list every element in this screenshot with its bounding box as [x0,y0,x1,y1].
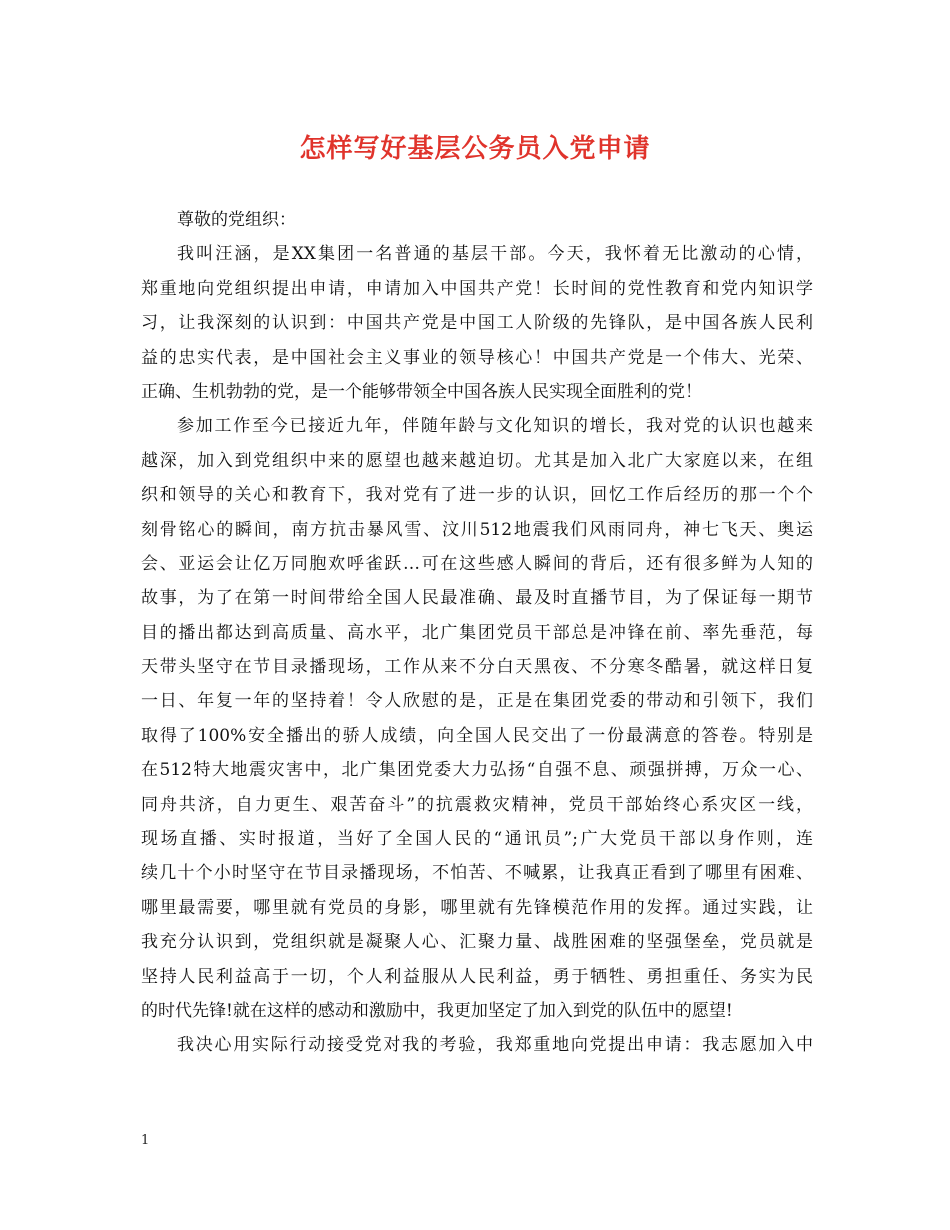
text-line: 越深，加入到党组织中来的愿望也越来越迫切。尤其是加入北广大家庭以来，在组 [141,450,813,471]
document-title: 怎样写好基层公务员入党申请 [299,134,651,164]
text-line: 的时代先锋!就在这样的感动和激励中，我更加坚定了加入到党的队伍中的愿望! [141,1000,733,1021]
text-line: 故事，为了在第一时间带给全国人民最准确、最及时直播节目，为了保证每一期节 [141,588,813,609]
text-line: 目的播出都达到高质量、高水平，北广集团党员干部总是冲锋在前、率先垂范，每 [141,622,813,643]
text-line: 同舟共济，自力更生、艰苦奋斗”的抗震救灾精神，党员干部始终心系灾区一线， [141,794,813,815]
text-line: 我叫汪涵，是XX集团一名普通的基层干部。今天，我怀着无比激动的心情， [177,244,813,265]
text-line: 我决心用实际行动接受党对我的考验，我郑重地向党提出申请：我志愿加入中 [177,1035,813,1056]
document-body [141,203,813,1063]
text-line: 续几十个小时坚守在节目录播现场，不怕苦、不喊累，让我真正看到了哪里有困难、 [141,863,813,884]
text-line: 益的忠实代表，是中国社会主义事业的领导核心！中国共产党是一个伟大、光荣、 [141,347,813,368]
text-line: 刻骨铭心的瞬间，南方抗击暴风雪、汶川512地震我们风雨同舟，神七飞天、奥运 [141,519,813,540]
text-line: 郑重地向党组织提出申请，申请加入中国共产党！长时间的党性教育和党内知识学 [141,278,813,299]
page-number: 1 [141,1133,150,1148]
text-line: 哪里最需要，哪里就有党员的身影，哪里就有先锋模范作用的发挥。通过实践，让 [141,897,813,918]
text-line: 参加工作至今已接近九年，伴随年龄与文化知识的增长，我对党的认识也越来 [177,416,813,437]
text-line: 会、亚运会让亿万同胞欢呼雀跃…可在这些感人瞬间的背后，还有很多鲜为人知的 [141,553,813,574]
text-line: 坚持人民利益高于一切，个人利益服从人民利益，勇于牺牲、勇担重任、务实为民 [141,966,813,987]
text-line: 一日、年复一年的坚持着！令人欣慰的是，正是在集团党委的带动和引领下，我们 [141,691,813,712]
text-line: 我充分认识到，党组织就是凝聚人心、汇聚力量、战胜困难的坚强堡垒，党员就是 [141,932,813,953]
paragraph-lines [141,237,813,1062]
text-line: 织和领导的关心和教育下，我对党有了进一步的认识，回忆工作后经历的那一个个 [141,485,813,506]
text-line: 现场直播、实时报道，当好了全国人民的“通讯员”;广大党员干部以身作则，连 [141,829,813,850]
text-line: 在512特大地震灾害中，北广集团党委大力弘扬“自强不息、顽强拼搏，万众一心、 [141,760,813,781]
salutation: 尊敬的党组织： [177,210,296,230]
text-line: 习，让我深刻的认识到：中国共产党是中国工人阶级的先锋队，是中国各族人民利 [141,313,813,334]
text-line: 正确、生机勃勃的党，是一个能够带领全中国各族人民实现全面胜利的党！ [141,381,702,402]
text-line: 取得了100%安全播出的骄人成绩，向全国人民交出了一份最满意的答卷。特别是 [141,725,813,746]
text-line: 天带头坚守在节目录播现场，工作从来不分白天黑夜、不分寒冬酷暑，就这样日复 [141,657,813,678]
